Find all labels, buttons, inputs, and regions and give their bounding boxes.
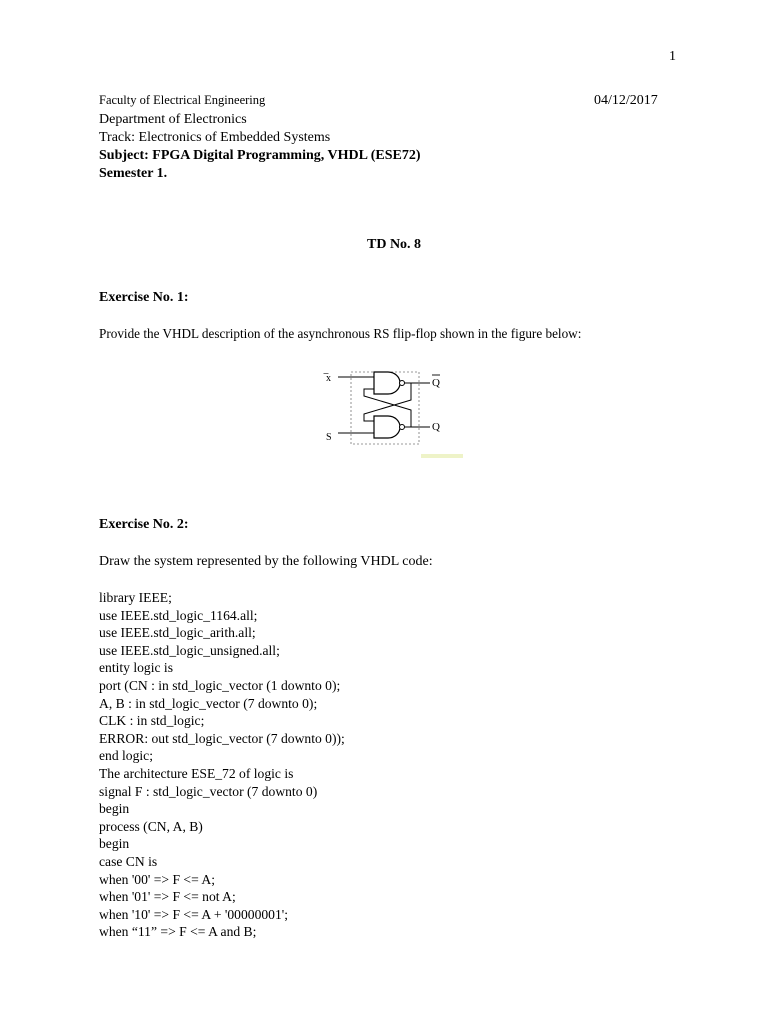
code-line: port (CN : in std_logic_vector (1 downto 0); [99,677,341,693]
exercise-2-text: Draw the system represented by the following VHDL code: [99,554,433,569]
faculty-name: Faculty of Electrical Engineering [99,93,266,107]
code-line: use IEEE.std_logic_unsigned.all; [99,642,280,658]
document-date: 04/12/2017 [594,93,658,108]
subject-line: Subject: FPGA Digital Programming, VHDL (ESE72) [99,148,421,163]
code-line: use IEEE.std_logic_1164.all; [99,607,258,623]
semester-line: Semester 1. [99,166,168,181]
code-line: process (CN, A, B) [99,818,203,834]
code-line: when '10' => F <= A + '00000001'; [99,906,288,922]
code-line: begin [99,801,130,817]
figure-highlight-mark [421,454,463,458]
bottom-nand-gate [374,416,400,438]
vhdl-code-block [99,589,345,941]
exercise-1-heading: Exercise No. 1: [99,290,189,305]
code-line: CLK : in std_logic; [99,713,205,729]
code-line: when '00' => F <= A; [99,871,215,887]
top-gate-bubble [400,381,405,386]
exercise-2-heading: Exercise No. 2: [99,517,189,532]
code-line: entity logic is [99,660,174,676]
code-line: library IEEE; [99,590,172,605]
code-line: end logic; [99,748,153,764]
code-line: case CN is [99,853,158,869]
code-line: begin [99,836,130,852]
rs-flip-flop-figure [318,364,468,464]
output-q-label: Q [432,421,440,433]
department-name: Department of Electronics [99,112,247,127]
code-line: use IEEE.std_logic_arith.all; [99,625,256,641]
track-name: Track: Electronics of Embedded Systems [99,130,331,145]
input-x-label: ̅x [326,373,331,384]
output-qbar-label: Q [432,377,440,389]
code-line: The architecture ESE_72 of logic is [99,765,294,781]
document-title: TD No. 8 [367,237,422,252]
top-nand-gate [374,372,400,394]
code-line: A, B : in std_logic_vector (7 downto 0); [99,695,318,711]
code-line: when “11” => F <= A and B; [99,924,257,940]
page-number: 1 [669,49,676,64]
exercise-1-text: Provide the VHDL description of the asynchronous RS flip-flop shown in the figure below: [99,326,582,341]
bottom-gate-bubble [400,425,405,430]
code-line: ERROR: out std_logic_vector (7 downto 0)); [99,730,345,746]
code-line: when '01' => F <= not A; [99,889,236,905]
input-s-label: S [326,432,332,443]
code-line: signal F : std_logic_vector (7 downto 0) [99,783,318,799]
